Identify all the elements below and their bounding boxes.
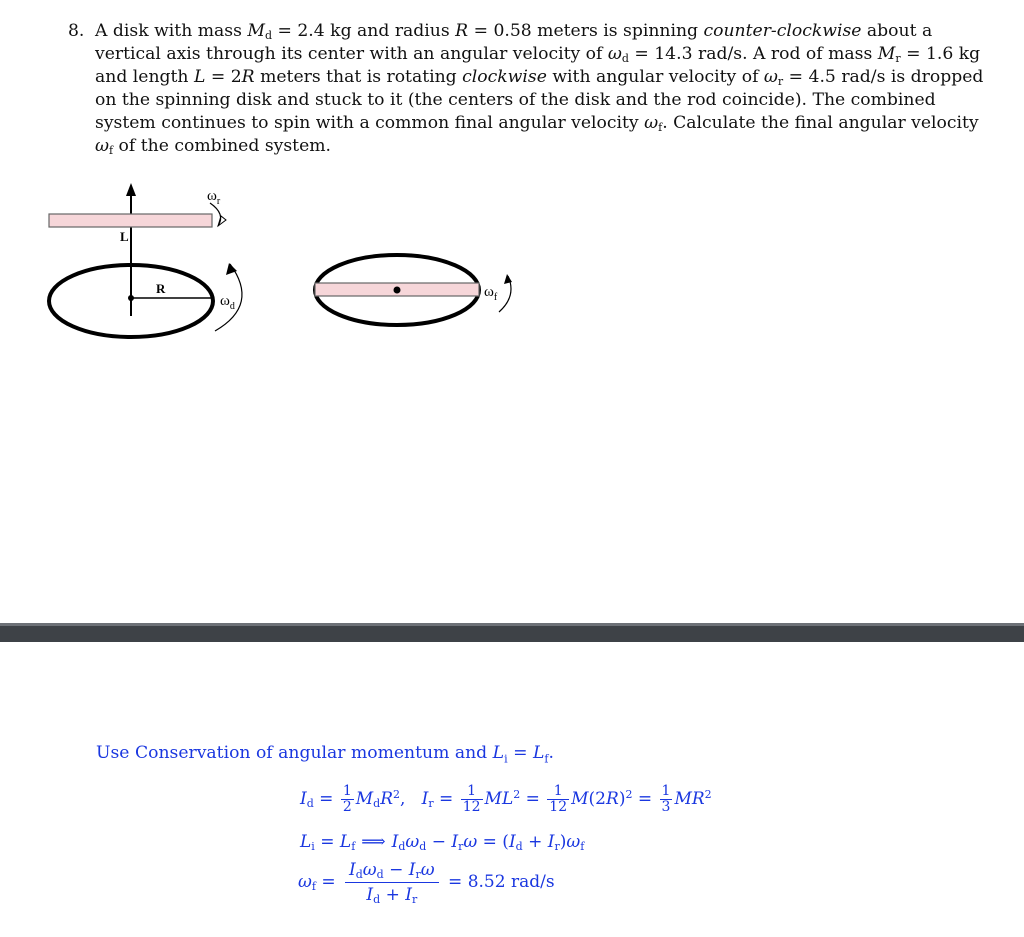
final-velocity-unit: rad/s: [510, 872, 555, 892]
combined-center-dot: [394, 287, 401, 294]
label-omega-d: $\omega_d$: [220, 293, 235, 312]
radius-value: 0.58: [493, 21, 532, 41]
problem-line-3: and length L = 2R meters that is rotating clockwise with angular velocity of $\omega_r = 4.5$ rad/s is dropped: [95, 67, 984, 88]
moment-of-inertia-equation: $I_d$ = $\frac{1}{2}$ $M_dR^2$, $I_r$ = $\frac{1}{12}$ $ML^2$ = $\frac{1}{12}$ $M(2R)^2$ = $\frac{1}{3}$ $MR^2$: [300, 783, 712, 815]
problem-line-4: on the spinning disk and stuck to it (the centers of the disk and the rod coincide). The combined: [95, 90, 936, 110]
rod-left: [49, 214, 212, 227]
disk-center-dot: [128, 295, 134, 301]
section-divider: [0, 623, 1024, 642]
omega-d-value: 14.3: [654, 44, 693, 64]
right-diagram: [315, 255, 512, 325]
solution-intro: Use Conservation of angular momentum and $L_i = L_f$.: [96, 743, 554, 766]
rotation-arrowhead-rod: [218, 216, 226, 226]
disk-rod-figure: [0, 170, 560, 370]
mass-disk-value: 2.4: [297, 21, 325, 41]
problem-line-2: vertical axis through its center with an angular velocity of $\omega_d = 14.3$ rad/s. A rod of mass $M_r = 1.6$ kg: [95, 44, 981, 65]
problem-line-5: system continues to spin with a common final angular velocity $\omega_f$. Calculate the final angular velocity: [95, 113, 979, 134]
final-velocity-value: 8.52: [467, 872, 506, 892]
problem-number: 8.: [68, 21, 85, 41]
label-R: R: [156, 281, 166, 296]
problem-line-6: $\omega_f$ of the combined system.: [95, 136, 332, 157]
final-velocity-equation: $\omega_f$ = $I_d\omega_d - I_r\omega$ $I_d + I_r$ = 8.52 rad/s: [298, 860, 555, 906]
label-L: L: [120, 229, 129, 244]
left-diagram: [49, 183, 242, 337]
omega-r-value: 4.5: [808, 67, 836, 87]
label-omega-f: $\omega_f$: [484, 284, 498, 303]
problem-line-1: A disk with mass $M_d = 2.4$ kg and radius R = 0.58 meters is spinning counter-clockwise about a: [95, 21, 933, 42]
label-omega-r: $\omega_r$: [207, 188, 221, 207]
conservation-equation: $L_i = L_f$ ⟹ $I_d\omega_d - I_r\omega = (I_d + I_r)\omega_f$: [300, 832, 585, 853]
mass-rod-value: 1.6: [925, 44, 954, 64]
axis-arrowhead: [126, 183, 136, 196]
